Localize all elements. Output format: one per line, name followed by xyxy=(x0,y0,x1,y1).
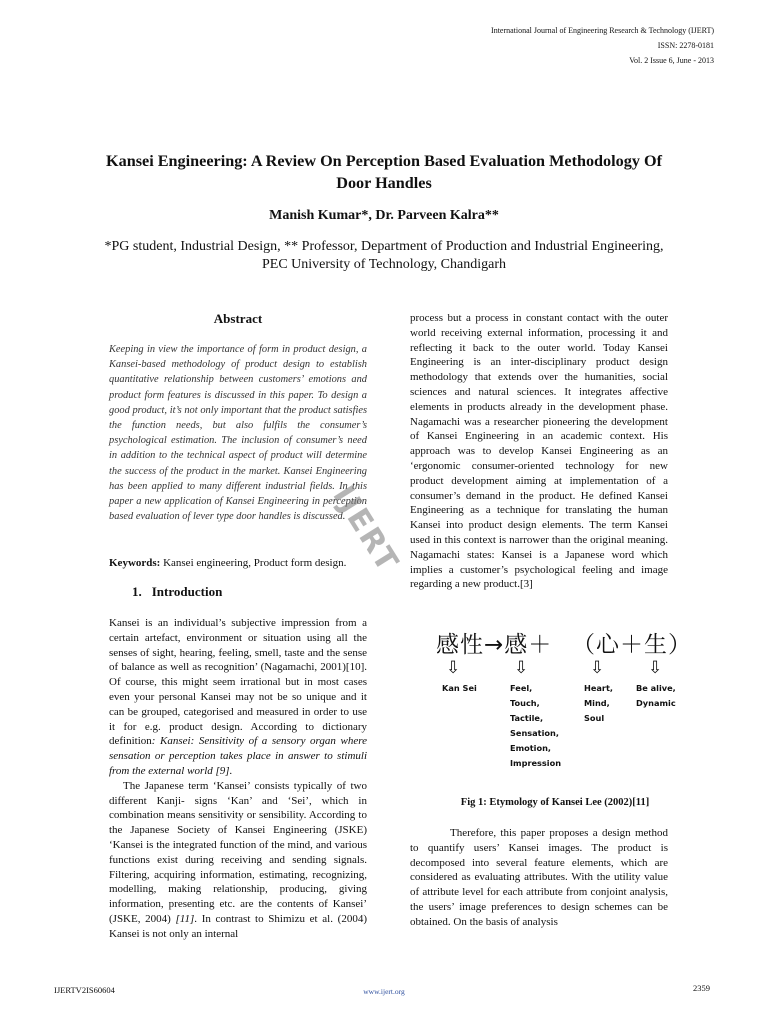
abstract-text: Keeping in view the importance of form in product design, a Kansei-based methodology of product design to establish quantitative relationship between customers’ emotions and product form features is discussed in this paper. To design a good product, it’s not only important that the product satisfies the function needs, but also fulfils the consumer’s psychological estimation. The inclusion of consumer’s need in addition to the technical aspect of product will determine the success of the product in the market. Kansei Engineering has been applied to many different industrial fields. In this paper a new application of Kansei Engineering in perception based evaluation of lever type door handles is discussed. xyxy=(109,344,367,523)
affiliation xyxy=(60,238,708,274)
kanji-right: （心＋生） xyxy=(572,632,692,658)
title-line-1: Kansei Engineering: A Review On Perception Based Evaluation Methodology Of xyxy=(106,152,662,170)
intro-paragraph-1: Kansei is an individual’s subjective impression from a certain artefact, environment or situation using all the senses of sight, hearing, feeling, smell, taste and the sense of balance as well as recognition’ (Nagamachi, 2001)[10]. Of course, this might seem irrational but in most cases even your personal Kansei may not be so unique and it can be grouped, categorised and measured in order to use it for e.g. product design. According to dictionary definition: Kansei: Sensitivity of a sensory organ where sensation or perception takes place in answer to stimuli from the external world [9]. xyxy=(109,617,367,777)
figure-caption: Fig 1: Etymology of Kansei Lee (2002)[11] xyxy=(460,797,650,808)
abstract-heading: Abstract xyxy=(213,311,263,326)
issn: ISSN: 2278-0181 xyxy=(657,41,714,50)
figure-etymology xyxy=(436,626,696,776)
volume-issue: Vol. 2 Issue 6, June - 2013 xyxy=(629,56,714,65)
paper-id: IJERTV2IS60604 xyxy=(54,985,115,995)
arrow-down-icon: ⇩ xyxy=(446,658,461,678)
figure-label-kan-sei: Kan Sei xyxy=(442,683,477,693)
intro-paragraph-2: The Japanese term ‘Kansei’ consists typically of two different Kanji- signs ‘Kan’ and ‘Sei’, which in combination means sensitivity or sensibility. According to the Japanese Society of Kansei Engineering (JSKE) ‘Kansei is the integrated function of the mind, and various functions exist during receiving and sending signals. Filtering, acquiring information, estimating, recognizing, modelling, making relationship, producing, giving information, presenting etc. are the contents of Kansei’ (JSKE, 2004) [11]. In contrast to Shimizu et al. (2004) Kansei is not only an internal xyxy=(109,779,367,940)
keywords xyxy=(109,557,369,569)
figure-label-heart: Heart, Mind, Soul xyxy=(584,683,613,723)
figure-label-feel: Feel, Touch, Tactile, Sensation, Emotion, Impression xyxy=(510,683,562,768)
right-column-paragraph-2: Therefore, this paper proposes a design method to quantify users’ Kansei images. The product is decomposed into several feature elements, which are considered as evaluating attributes. With the utility value of attribute level for each attribute from conjoint analysis, the users’ image preferences to design schemes can be obtained. On the basis of analysis xyxy=(410,827,668,928)
kanji-left: 感性→感＋ xyxy=(436,632,553,658)
authors: Manish Kumar*, Dr. Parveen Kalra** xyxy=(269,208,499,223)
keywords-text: Kansei engineering, Product form design. xyxy=(163,557,347,569)
section-number: 1. xyxy=(132,584,142,599)
intro-body xyxy=(109,616,367,942)
website-link[interactable]: www.ijert.org xyxy=(363,987,405,996)
keywords-label: Keywords: xyxy=(109,557,161,569)
affiliation-line-2: PEC University of Technology, Chandigarh xyxy=(262,257,506,272)
figure-label-alive: Be alive, Dynamic xyxy=(636,683,676,708)
arrow-down-icon: ⇩ xyxy=(590,658,605,678)
title-line-2: Door Handles xyxy=(336,174,432,192)
section-title: Introduction xyxy=(151,584,223,599)
journal-name: International Journal of Engineering Research & Technology (IJERT) xyxy=(491,26,714,35)
page-number: 2359 xyxy=(693,983,710,993)
arrow-down-icon: ⇩ xyxy=(514,658,529,678)
arrow-down-icon: ⇩ xyxy=(648,658,663,678)
affiliation-line-1: *PG student, Industrial Design, ** Professor, Department of Production and Industrial Engineering, xyxy=(104,239,664,254)
paper-title xyxy=(100,150,668,194)
section-heading-introduction xyxy=(132,584,222,600)
watermark: IJERT xyxy=(325,479,406,580)
right-column-paragraph-1: process but a process in constant contact with the outer world receiving external information, processing it and reflecting it back to the outer world. Today Kansei Engineering is an inter-disciplinary product design methodology that extends over the humanities, social sciences and natural sciences. It integrates affective elements in products already in the development phase. Nagamachi was a researcher pioneering the development of Kansei Engineering in an academic context. His approach was to develop Kansei Engineering as an ‘ergonomic consumer-oriented technology for new product development aiming at implementation of a consumer’s demand in the product. He defined Kansei Engineering as a technique for translating the human Kansei into product design elements. The term Kansei used in this context is narrower than the original meaning. Nagamachi states: Kansei is a Japanese word which implies a customer’s psychological feeling and image regarding a new product.[3] xyxy=(410,312,668,591)
